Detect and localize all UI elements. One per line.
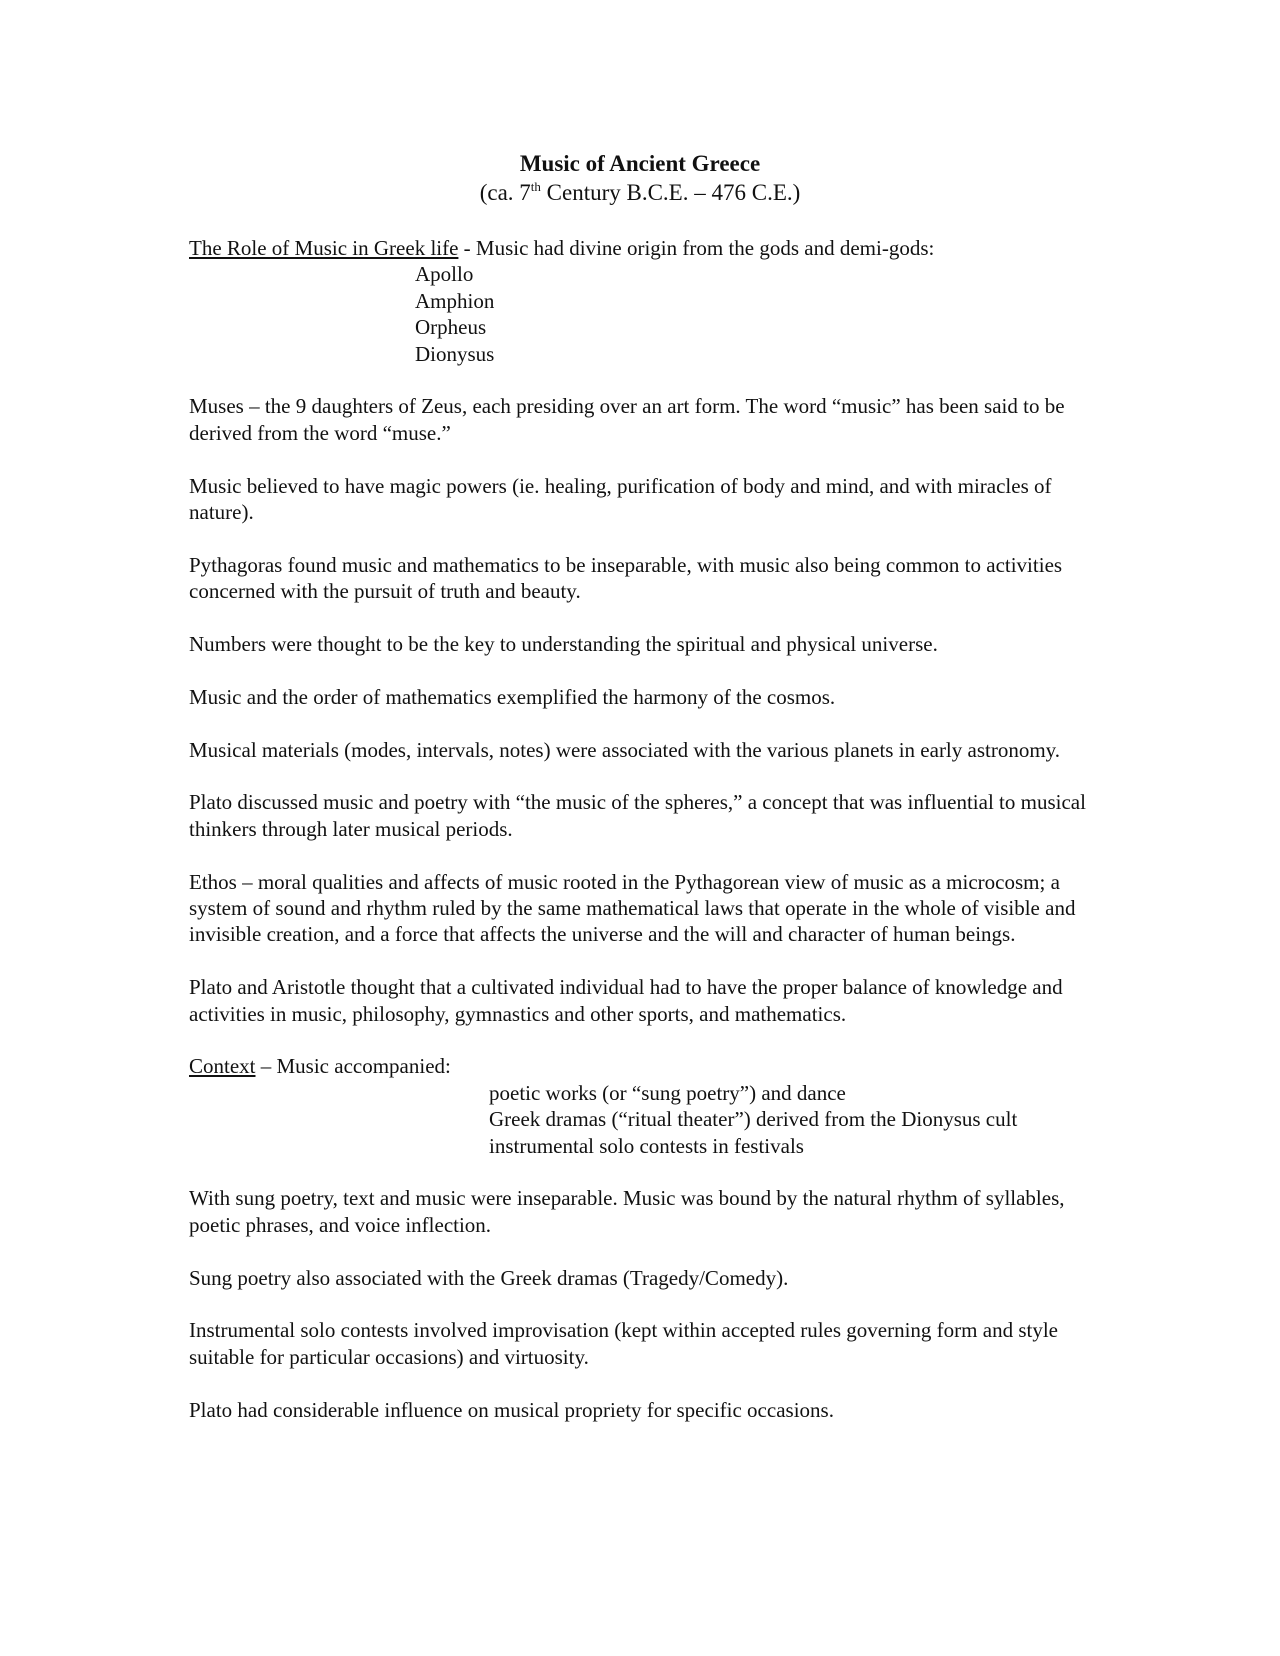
paragraph-harmony: Music and the order of mathematics exemplified the harmony of the cosmos. [189,684,836,709]
role-section-line [189,235,1109,261]
subtitle-prefix: (ca. 7 [479,180,531,205]
subtitle-superscript: th [530,179,541,194]
context-list [489,1080,1109,1159]
paragraph-sung-poetry: With sung poetry, text and music were inseparable. Music was bound by the natural rhythm of syllables, poetic phrases, and voice inflection. [189,1186,1065,1237]
context-section-heading: Context [189,1054,256,1079]
list-item: Orpheus [415,315,487,340]
paragraph-magic-powers: Music believed to have magic powers (ie. healing, purification of body and mind, and with miracles of nature). [189,473,1052,525]
document-body [189,235,1109,1449]
context-section-line [189,1053,1109,1079]
paragraph-materials: Musical materials (modes, intervals, notes) were associated with the various planets in early astronomy. [189,737,1061,762]
paragraph-muses: Muses – the 9 daughters of Zeus, each presiding over an art form. The word “music” has been said to be derived from the word “muse.” [189,394,1065,445]
list-item: Greek dramas (“ritual theater”) derived from the Dionysus cult [489,1107,1018,1132]
paragraph-ethos: Ethos – moral qualities and affects of music rooted in the Pythagorean view of music as a microcosm; a system of sound and rhythm ruled by the same mathematical laws that operate in the whole of visible and invisible creation, and a force that affects the universe and the will and character of human beings. [189,869,1076,947]
list-item: instrumental solo contests in festivals [489,1133,804,1158]
paragraph-numbers: Numbers were thought to be the key to understanding the spiritual and physical universe. [189,632,938,657]
page-title: Music of Ancient Greece [519,151,761,176]
role-section-text: - Music had divine origin from the gods and demi-gods: [458,236,935,260]
paragraph-greek-dramas: Sung poetry also associated with the Greek dramas (Tragedy/Comedy). [189,1265,789,1290]
list-item: Dionysus [415,341,495,366]
paragraph-plato-aristotle: Plato and Aristotle thought that a cultivated individual had to have the proper balance of knowledge and activities in music, philosophy, gymnastics and other sports, and mathematics. [189,975,1063,1026]
paragraph-plato-propriety: Plato had considerable influence on musical propriety for specific occasions. [189,1397,834,1422]
gods-list [415,261,1109,367]
list-item: Amphion [415,288,495,313]
page-subtitle [0,178,1280,208]
paragraph-contests: Instrumental solo contests involved improvisation (kept within accepted rules governing form and style suitable for particular occasions) and virtuosity. [189,1318,1058,1369]
subtitle-suffix: Century B.C.E. – 476 C.E.) [540,180,801,205]
list-item: Apollo [415,262,474,287]
paragraph-plato-spheres: Plato discussed music and poetry with “the music of the spheres,” a concept that was influential to musical thinkers through later musical periods. [189,790,1086,841]
paragraph-pythagoras: Pythagoras found music and mathematics to be inseparable, with music also being common to activities concerned with the pursuit of truth and beauty. [189,552,1063,604]
context-section-text: – Music accompanied: [255,1054,451,1079]
list-item: poetic works (or “sung poetry”) and dance [489,1080,846,1105]
role-section-heading: The Role of Music in Greek life [189,236,459,260]
